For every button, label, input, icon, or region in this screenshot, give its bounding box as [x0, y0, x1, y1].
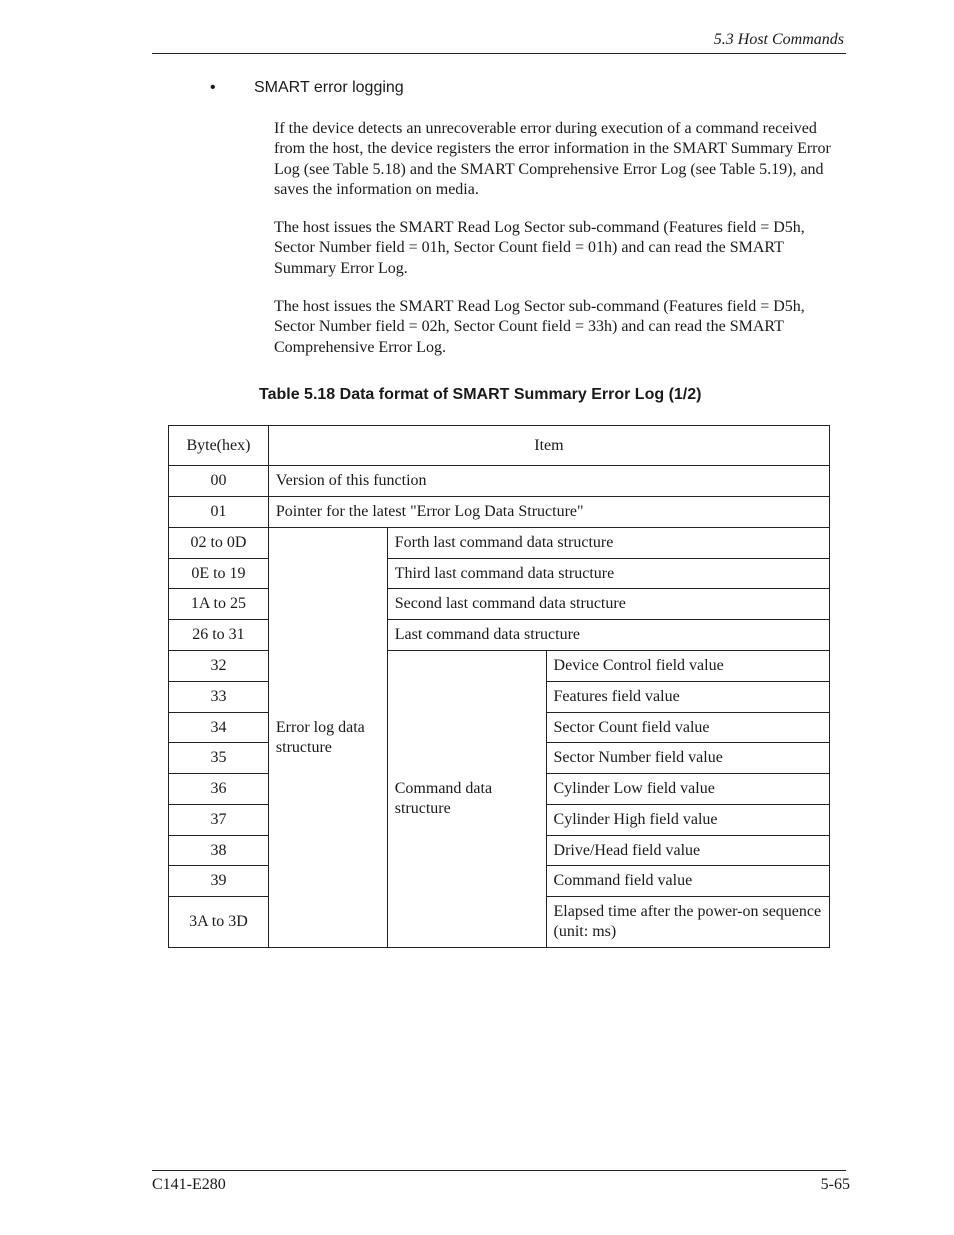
item-cell: Sector Count field value: [546, 713, 829, 743]
paragraph-summary-log-read: The host issues the SMART Read Log Sector sub-command (Features field = D5h, Sector Number field = 01h, Sector Count field = 01h) and can read the SMART Summary Error Log.: [274, 219, 805, 277]
table-row: [169, 651, 830, 682]
byte-cell: 02 to 0D: [169, 528, 269, 559]
byte-cell: 1A to 25: [169, 589, 269, 620]
paragraph-error-logging: If the device detects an unrecoverable error during execution of a command received from the host, the device registers the error information in the SMART Summary Error Log (see Table 5.18) and the SMART Comprehensive Error Log (see Table 5.19), and saves the information on media.: [274, 120, 831, 198]
byte-cell: 00: [169, 466, 269, 497]
table-row: [169, 528, 830, 559]
running-header: 5.3 Host Commands: [713, 31, 844, 48]
byte-cell: 0E to 19: [169, 559, 269, 589]
footer-page-number: 5-65: [820, 1176, 850, 1193]
table-row: [169, 497, 830, 528]
table-header-row: [169, 426, 830, 466]
item-cell: Second last command data structure: [387, 589, 829, 620]
table-row: [169, 559, 830, 589]
table-row: [169, 466, 830, 497]
item-cell: Cylinder High field value: [546, 805, 829, 836]
item-cell: Cylinder Low field value: [546, 774, 829, 805]
group-label-cell: Error log data structure: [268, 528, 387, 948]
byte-cell: 32: [169, 651, 269, 682]
byte-cell: 34: [169, 713, 269, 743]
item-cell: Sector Number field value: [546, 743, 829, 774]
item-cell: Forth last command data structure: [387, 528, 829, 559]
subgroup-label-cell: Command data structure: [387, 651, 546, 948]
item-cell: Pointer for the latest "Error Log Data Structure": [268, 497, 829, 528]
item-cell: Third last command data structure: [387, 559, 829, 589]
column-header-item: Item: [268, 426, 829, 466]
byte-cell: 35: [169, 743, 269, 774]
item-cell: Features field value: [546, 682, 829, 713]
footer-rule: [152, 1170, 846, 1171]
header-rule: [152, 53, 846, 54]
item-cell: Drive/Head field value: [546, 836, 829, 866]
paragraph-comprehensive-log-read: The host issues the SMART Read Log Sector sub-command (Features field = D5h, Sector Number field = 02h, Sector Count field = 33h) and can read the SMART Comprehensive Error Log.: [274, 298, 805, 356]
item-cell: Command field value: [546, 866, 829, 897]
byte-cell: 33: [169, 682, 269, 713]
byte-cell: 36: [169, 774, 269, 805]
byte-cell: 3A to 3D: [169, 897, 269, 948]
item-cell: Version of this function: [268, 466, 829, 497]
item-cell: Elapsed time after the power-on sequence (unit: ms): [546, 897, 829, 948]
footer-doc-id: C141-E280: [152, 1176, 226, 1193]
bullet-icon: •: [210, 79, 216, 96]
item-cell: Last command data structure: [387, 620, 829, 651]
item-cell: Device Control field value: [546, 651, 829, 682]
byte-cell: 38: [169, 836, 269, 866]
byte-cell: 01: [169, 497, 269, 528]
bullet-heading: SMART error logging: [254, 79, 404, 96]
table-row: [169, 589, 830, 620]
table-row: [169, 620, 830, 651]
table-title: Table 5.18 Data format of SMART Summary Error Log (1/2): [259, 386, 702, 403]
column-header-byte: Byte(hex): [169, 426, 269, 466]
summary-error-log-table: [168, 425, 830, 948]
byte-cell: 37: [169, 805, 269, 836]
byte-cell: 26 to 31: [169, 620, 269, 651]
byte-cell: 39: [169, 866, 269, 897]
